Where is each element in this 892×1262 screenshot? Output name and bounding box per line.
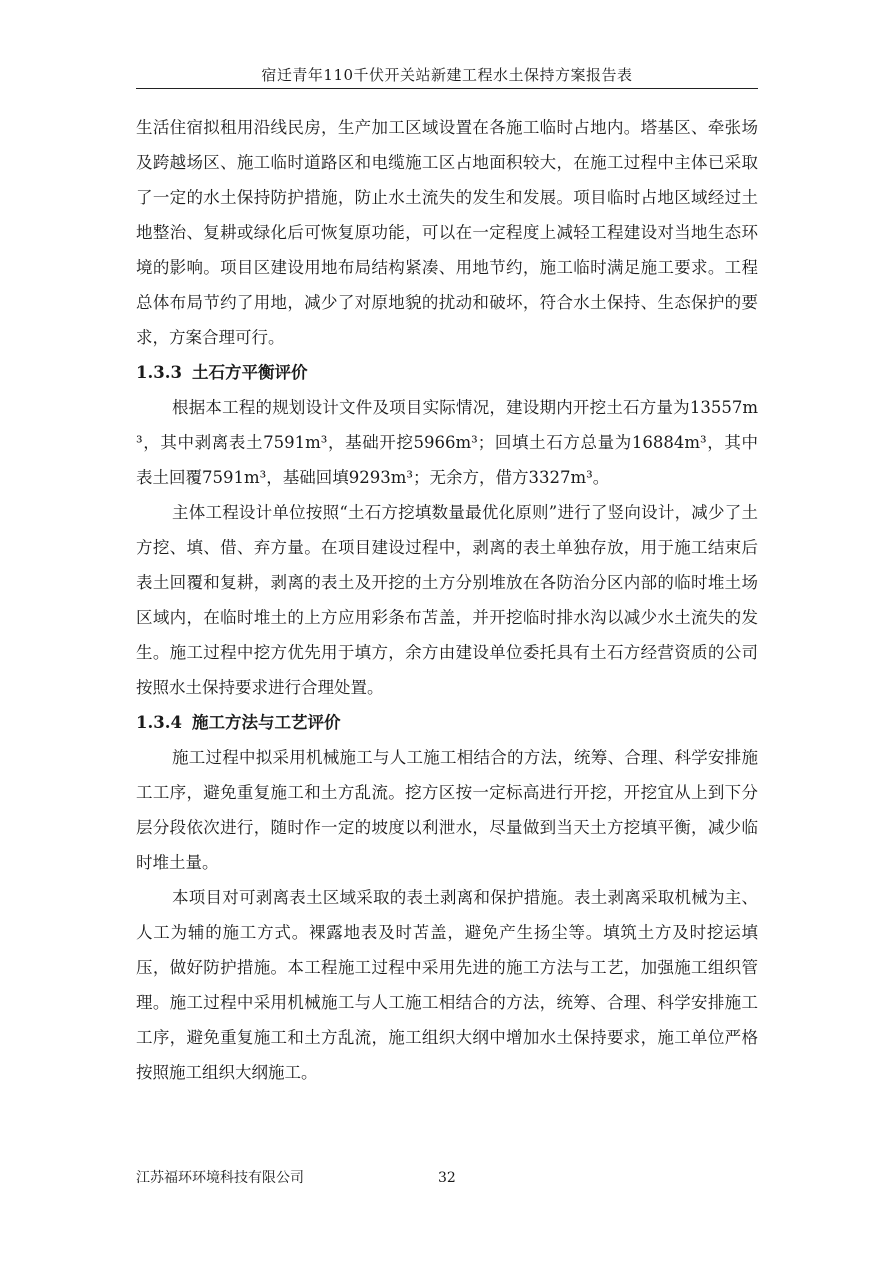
section-heading-construction-method bbox=[136, 705, 758, 740]
page-header-title: 宿迁青年110千伏开关站新建工程水土保持方案报告表 bbox=[136, 62, 758, 89]
section-title: 施工方法与工艺评价 bbox=[191, 713, 341, 732]
section-number: 1.3.3 bbox=[136, 363, 182, 382]
document-body bbox=[136, 110, 758, 1090]
paragraph-construction-method: 施工过程中拟采用机械施工与人工施工相结合的方法，统筹、合理、科学安排施工工序，避免重复施工和土方乱流。挖方区按一定标高进行开挖，开挖宜从上到下分层分段依次进行，随时作一定的坡度以利泄水，尽量做到当天土方挖填平衡，减少临时堆土量。 bbox=[136, 748, 758, 872]
footer-page-number: 32 bbox=[438, 1170, 456, 1186]
section-heading-earthwork-balance bbox=[136, 355, 758, 390]
section-number: 1.3.4 bbox=[136, 713, 182, 732]
paragraph-earthwork-quantities: 根据本工程的规划设计文件及项目实际情况，建设期内开挖土石方量为13557m³，其中剥离表土7591m³，基础开挖5966m³；回填土石方总量为16884m³，其中表土回覆7591m³，基础回填9293m³；无余方，借方3327m³。 bbox=[136, 398, 758, 487]
section-title: 土石方平衡评价 bbox=[191, 363, 308, 382]
paragraph-earthwork-design: 主体工程设计单位按照“土石方挖填数量最优化原则”进行了竖向设计，减少了土方挖、填、借、弃方量。在项目建设过程中，剥离的表土单独存放，用于施工结束后表土回覆和复耕，剥离的表土及开挖的土方分别堆放在各防治分区内部的临时堆土场区域内，在临时堆土的上方应用彩条布苫盖，并开挖临时排水沟以减少水土流失的发生。施工过程中挖方优先用于填方，余方由建设单位委托具有土石方经营资质的公司按照水土保持要求进行合理处置。 bbox=[136, 503, 758, 697]
paragraph-layout-continuation: 生活住宿拟租用沿线民房，生产加工区域设置在各施工临时占地内。塔基区、牵张场及跨越场区、施工临时道路区和电缆施工区占地面积较大，在施工过程中主体已采取了一定的水土保持防护措施，防止水土流失的发生和发展。项目临时占地区域经过土地整治、复耕或绿化后可恢复原功能，可以在一定程度上减轻工程建设对当地生态环境的影响。项目区建设用地布局结构紧凑、用地节约，施工临时满足施工要求。工程总体布局节约了用地，减少了对原地貌的扰动和破坏，符合水土保持、生态保护的要求，方案合理可行。 bbox=[136, 118, 758, 347]
paragraph-topsoil-protection: 本项目对可剥离表土区域采取的表土剥离和保护措施。表土剥离采取机械为主、人工为辅的施工方式。裸露地表及时苫盖，避免产生扬尘等。填筑土方及时挖运填压，做好防护措施。本工程施工过程中采用先进的施工方法与工艺，加强施工组织管理。施工过程中采用机械施工与人工施工相结合的方法，统筹、合理、科学安排施工工序，避免重复施工和土方乱流，施工组织大纲中增加水土保持要求，施工单位严格按照施工组织大纲施工。 bbox=[136, 888, 758, 1082]
footer-company-name: 江苏福环环境科技有限公司 bbox=[136, 1170, 304, 1186]
